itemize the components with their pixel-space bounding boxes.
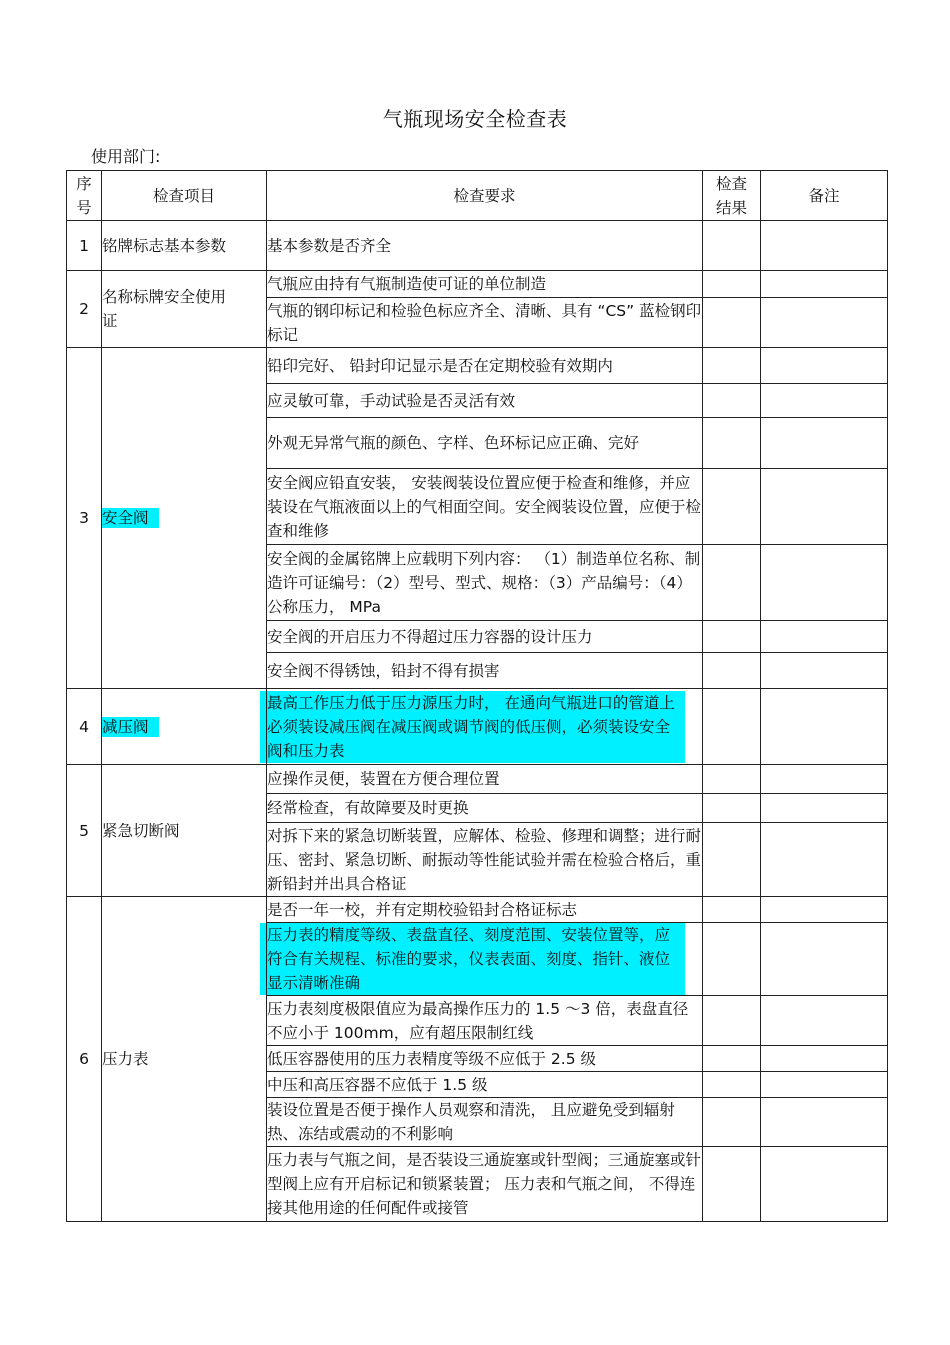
result-cell[interactable] xyxy=(703,1072,761,1098)
remark-cell[interactable] xyxy=(761,384,888,418)
result-cell[interactable] xyxy=(703,545,761,621)
requirement-text: 应操作灵便，装置在方便合理位置 xyxy=(267,770,500,788)
result-cell[interactable] xyxy=(703,1098,761,1147)
result-cell[interactable] xyxy=(703,221,761,271)
requirement-cell xyxy=(267,469,703,545)
requirement-cell xyxy=(267,621,703,653)
remark-cell[interactable] xyxy=(761,996,888,1046)
page-title: 气瓶现场安全检查表 xyxy=(382,107,568,131)
header-result xyxy=(703,171,761,221)
requirement-text: 外观无异常气瓶的颜色、字样、色环标记应正确、完好 xyxy=(267,434,640,452)
check-item xyxy=(102,271,267,348)
requirement-text: 基本参数是否齐全 xyxy=(267,236,392,255)
remark-cell[interactable] xyxy=(761,1098,888,1147)
requirement-cell xyxy=(267,384,703,418)
remark-cell[interactable] xyxy=(761,897,888,923)
requirement-cell xyxy=(267,298,703,348)
requirement-text: 安全阀不得锈蚀，铅封不得有损害 xyxy=(267,661,500,680)
header-result-2: 结果 xyxy=(715,198,747,217)
remark-cell[interactable] xyxy=(761,298,888,348)
result-cell[interactable] xyxy=(703,621,761,653)
check-item xyxy=(102,897,267,1222)
requirement-text: 装设位置是否便于操作人员观察和清洗， 且应避免受到辐射热、冻结或震动的不利影响 xyxy=(267,1101,675,1143)
result-cell[interactable] xyxy=(703,897,761,923)
result-cell[interactable] xyxy=(703,823,761,897)
result-cell[interactable] xyxy=(703,653,761,689)
remark-cell[interactable] xyxy=(761,823,888,897)
section-number: 5 xyxy=(67,765,102,897)
requirement-text: 气瓶应由持有气瓶制造使可证的单位制造 xyxy=(267,275,547,293)
table-row xyxy=(67,221,888,271)
table-row xyxy=(67,765,888,794)
requirement-cell xyxy=(267,221,703,271)
result-cell[interactable] xyxy=(703,298,761,348)
inspection-table xyxy=(66,170,888,1222)
remark-cell[interactable] xyxy=(761,923,888,996)
header-requirement: 检查要求 xyxy=(267,171,703,221)
section-number: 2 xyxy=(67,271,102,348)
remark-cell[interactable] xyxy=(761,1072,888,1098)
requirement-cell xyxy=(267,823,703,897)
requirement-text: 压力表的精度等级、表盘直径、刻度范围、安装位置等，应符合有关规程、标准的要求，仪表表面、刻度、指针、液位显示清晰准确 xyxy=(260,923,685,995)
requirement-text: 气瓶的钢印标记和检验色标应齐全、清晰、具有 “CS” 蓝检钢印标记 xyxy=(267,301,702,344)
header-item: 检查项目 xyxy=(102,171,267,221)
check-item xyxy=(102,348,267,689)
check-item-label: 名称标牌安全使用证 xyxy=(102,288,227,330)
remark-cell[interactable] xyxy=(761,653,888,689)
check-item-label: 压力表 xyxy=(102,1050,149,1068)
check-item-label: 紧急切断阀 xyxy=(102,821,180,840)
section-number: 4 xyxy=(67,689,102,765)
requirement-text: 经常检查，有故障要及时更换 xyxy=(267,799,469,817)
requirement-cell xyxy=(267,653,703,689)
requirement-cell xyxy=(267,923,703,996)
requirement-cell xyxy=(267,996,703,1046)
header-result-1: 检查 xyxy=(715,174,747,193)
header-row xyxy=(67,171,888,221)
result-cell[interactable] xyxy=(703,418,761,469)
requirement-cell xyxy=(267,545,703,621)
requirement-cell xyxy=(267,418,703,469)
result-cell[interactable] xyxy=(703,689,761,765)
remark-cell[interactable] xyxy=(761,221,888,271)
section-number: 6 xyxy=(67,897,102,1222)
remark-cell[interactable] xyxy=(761,1147,888,1222)
department-label: 使用部门: xyxy=(91,147,161,166)
remark-cell[interactable] xyxy=(761,765,888,794)
requirement-cell xyxy=(267,689,703,765)
result-cell[interactable] xyxy=(703,794,761,823)
requirement-cell xyxy=(267,271,703,298)
result-cell[interactable] xyxy=(703,469,761,545)
remark-cell[interactable] xyxy=(761,469,888,545)
requirement-cell xyxy=(267,348,703,384)
requirement-text: 对拆下来的紧急切断装置，应解体、检验、修理和调整；进行耐压、密封、紧急切断、耐振动等性能试验并需在检验合格后，重新铅封并出具合格证 xyxy=(267,826,702,893)
result-cell[interactable] xyxy=(703,384,761,418)
requirement-cell xyxy=(267,1147,703,1222)
requirement-text: 安全阀应铅直安装， 安装阀装设位置应便于检查和维修，并应装设在气瓶液面以上的气相面空间。安全阀装设位置，应便于检查和维修 xyxy=(267,473,702,540)
result-cell[interactable] xyxy=(703,271,761,298)
check-item-label: 安全阀 xyxy=(102,508,159,528)
requirement-cell xyxy=(267,1098,703,1147)
requirement-text: 铅印完好、 铅封印记显示是否在定期校验有效期内 xyxy=(267,356,613,375)
remark-cell[interactable] xyxy=(761,348,888,384)
requirement-text: 安全阀的开启压力不得超过压力容器的设计压力 xyxy=(267,627,593,646)
requirement-text: 压力表与气瓶之间，是否装设三通旋塞或针型阀；三通旋塞或针型阀上应有开启标记和锁紧装置； 压力表和气瓶之间， 不得连接其他用途的任何配件或接管 xyxy=(267,1151,702,1217)
requirement-cell xyxy=(267,1046,703,1072)
result-cell[interactable] xyxy=(703,996,761,1046)
remark-cell[interactable] xyxy=(761,689,888,765)
result-cell[interactable] xyxy=(703,923,761,996)
remark-cell[interactable] xyxy=(761,271,888,298)
requirement-cell xyxy=(267,897,703,923)
result-cell[interactable] xyxy=(703,1147,761,1222)
check-item xyxy=(102,689,267,765)
requirement-text: 最高工作压力低于压力源压力时， 在通向气瓶进口的管道上必须装设减压阀在减压阀或调节阀的低压侧，必须装设安全阀和压力表 xyxy=(260,691,685,763)
header-no-2: 号 xyxy=(76,198,92,217)
requirement-text: 低压容器使用的压力表精度等级不应低于 2.5 级 xyxy=(267,1049,597,1068)
check-item-label: 铭牌标志基本参数 xyxy=(102,236,227,255)
section-number: 1 xyxy=(67,221,102,271)
remark-cell[interactable] xyxy=(761,621,888,653)
check-item xyxy=(102,765,267,897)
remark-cell[interactable] xyxy=(761,794,888,823)
requirement-text: 安全阀的金属铭牌上应载明下列内容： （1）制造单位名称、制造许可证编号：（2）型号、型式、规格：（3）产品编号：（4）公称压力， MPa xyxy=(267,549,701,616)
check-item xyxy=(102,221,267,271)
requirement-text: 压力表刻度极限值应为最高操作压力的 1.5 ～3 倍，表盘直径不应小于 100mm，应有超压限制红线 xyxy=(267,999,689,1042)
remark-cell[interactable] xyxy=(761,545,888,621)
check-item-label: 减压阀 xyxy=(102,717,159,737)
remark-cell[interactable] xyxy=(761,1046,888,1072)
result-cell[interactable] xyxy=(703,348,761,384)
header-no-1: 序 xyxy=(76,174,92,193)
remark-cell[interactable] xyxy=(761,418,888,469)
header-no xyxy=(67,171,102,221)
result-cell[interactable] xyxy=(703,1046,761,1072)
table-row xyxy=(67,897,888,923)
section-number: 3 xyxy=(67,348,102,689)
header-remark: 备注 xyxy=(761,171,888,221)
requirement-text: 中压和高压容器不应低于 1.5 级 xyxy=(267,1075,488,1094)
result-cell[interactable] xyxy=(703,765,761,794)
requirement-text: 应灵敏可靠，手动试验是否灵活有效 xyxy=(267,391,516,410)
requirement-cell xyxy=(267,1072,703,1098)
requirement-cell xyxy=(267,765,703,794)
table-row xyxy=(67,348,888,384)
table-row xyxy=(67,689,888,765)
requirement-cell xyxy=(267,794,703,823)
requirement-text: 是否一年一校，并有定期校验铅封合格证标志 xyxy=(267,900,578,919)
table-row xyxy=(67,271,888,298)
